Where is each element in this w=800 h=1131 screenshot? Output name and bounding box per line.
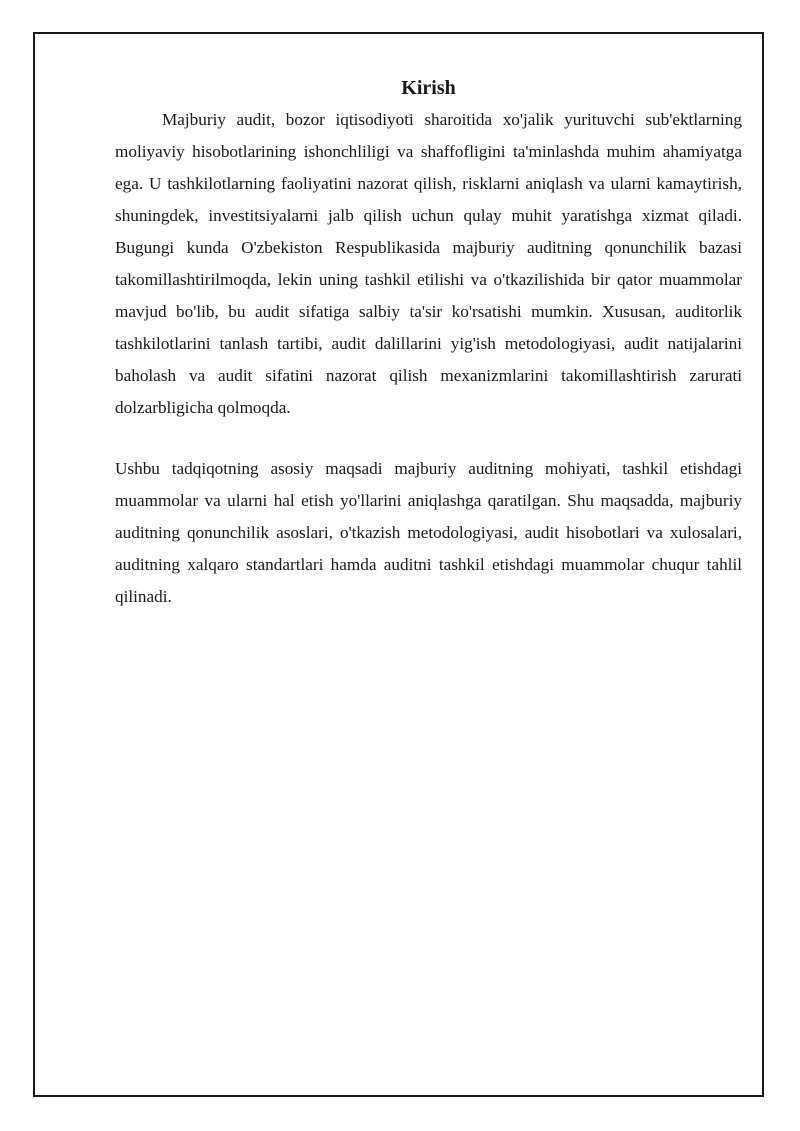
document-title: Kirish [401,77,456,99]
paragraph-gap [115,424,742,453]
paragraph-1: Majburiy audit, bozor iqtisodiyoti sharoitida xo'jalik yurituvchi sub'ektlarning moliyaviy hisobotlarining ishonchliligi va shaffofligini ta'minlashda muhim ahamiyatga ega. U tashkilotlarning faoliyatini nazorat qilish, risklarni aniqlash va ularni kamaytirish, shuningdek, investitsiyalarni jalb qilish uchun qulay muhit yaratishga xizmat qiladi. Bugungi kunda O'zbekiston Respublikasida majburiy auditning qonunchilik bazasi takomillashtirilmoqda, lekin uning tashkil etilishi va o'tkazilishida bir qator muammolar mavjud bo'lib, bu audit sifatiga salbiy ta'sir ko'rsatishi mumkin. Xususan, auditorlik tashkilotlarini tanlash tartibi, audit dalillarini yig'ish metodologiyasi, audit natijalarini baholash va audit sifatini nazorat qilish mexanizmlarini takomillashtirish zarurati dolzarbligicha qolmoqda. [115,110,742,417]
paragraph-2: Ushbu tadqiqotning asosiy maqsadi majburiy auditning mohiyati, tashkil etishdagi muammolar va ularni hal etish yo'llarini aniqlashga qaratilgan. Shu maqsadda, majburiy auditning qonunchilik asoslari, o'tkazish metodologiyasi, audit hisobotlari va xulosalari, auditning xalqaro standartlari hamda auditni tashkil etishdagi muammolar chuqur tahlil qilinadi. [115,459,742,606]
document-body [115,74,742,613]
